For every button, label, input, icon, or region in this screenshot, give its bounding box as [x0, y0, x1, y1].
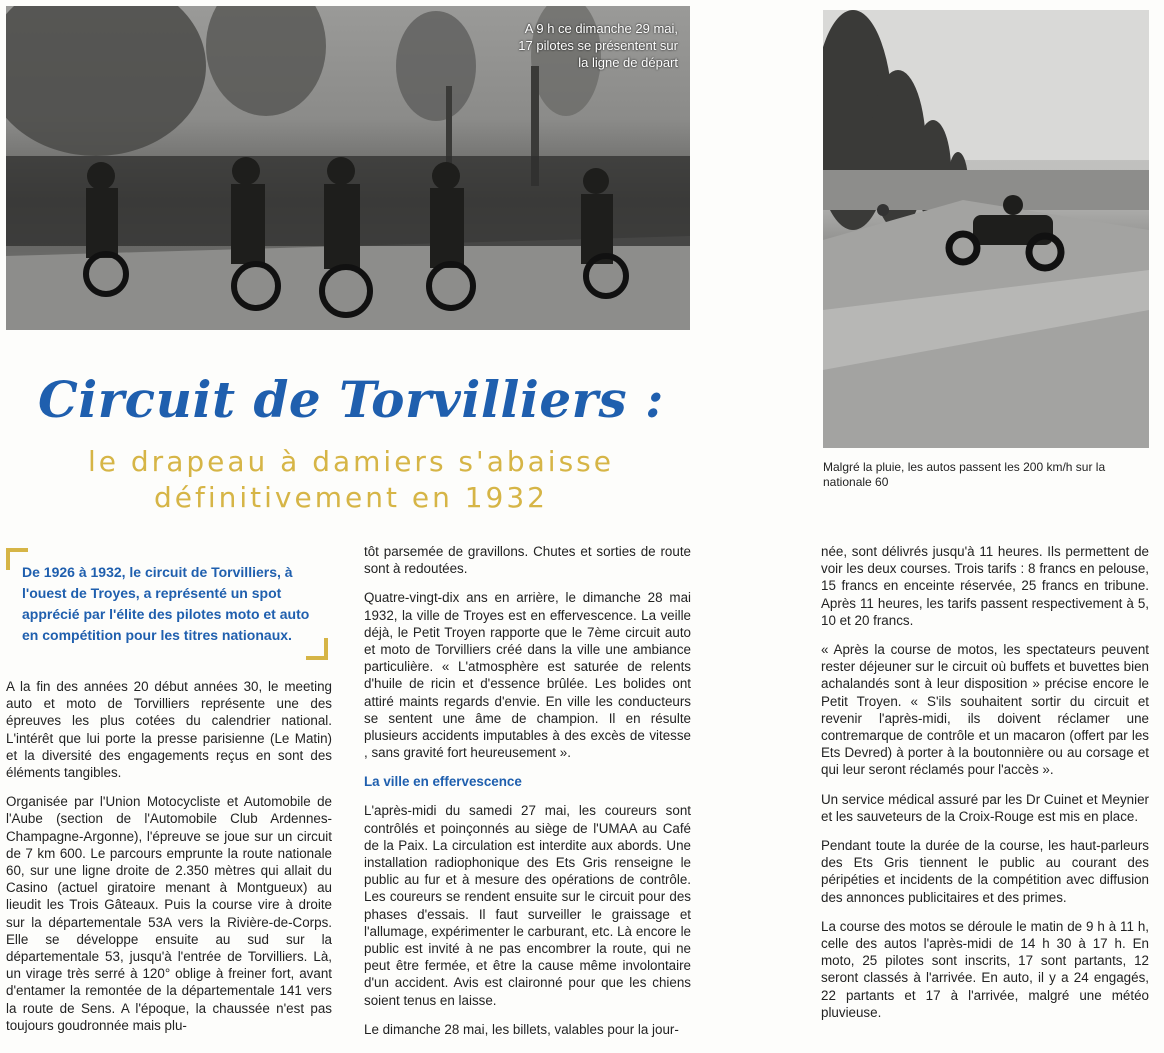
race-start-photo	[6, 6, 690, 330]
paragraph: A la fin des années 20 début années 30, le meeting auto et moto de Torvilliers représente une des épreuves les plus cotées du calendrier national. L'intérêt que lui porte la presse parisienne (Le Matin) et la diversité des engagements reçus en sont des éléments tangibles.	[6, 679, 332, 781]
race-car-illustration	[823, 10, 1149, 448]
paragraph: née, sont délivrés jusqu'à 11 heures. Ils permettent de voir les deux courses. Trois tarifs : 8 francs en pelouse, 15 francs en enceinte réservée, 25 francs en tribune. Après 11 heures, les tarifs passent respectivement à 5, 10 et 20 francs.	[821, 544, 1149, 628]
column-1	[6, 678, 332, 1046]
lead-box	[6, 548, 328, 660]
paragraph: La course des motos se déroule le matin de 9 h à 11 h, celle des autos l'après-midi de 14 h 30 à 17 h. En moto, 25 pilotes sont inscrits, 17 sont partants, 12 seront classés à l'arrivée. En auto, il y a 24 engagés, 22 partants et 17 à l'arrivée, malgré une météo pluvieuse.	[821, 918, 1149, 1020]
paragraph: Organisée par l'Union Motocycliste et Automobile de l'Aube (section de l'Automobile Club Ardennes-Champagne-Argonne), l'épreuve se joue sur un circuit de 7 km 600. Le parcours emprunte la route nationale 60, sur une ligne droite de 2.350 mètres qui allait du Casino (actuel giratoire menant à Montgueux) au lieudit les Trois Gâteaux. Puis la course vire à droite sur la départementale 53A vers la Rivière-de-Corps. Elle se développe ensuite au sud sur la départementale 53, jusqu'à l'entrée de Torvilliers. Là, un virage très serré à 120° oblige à freiner fort, avant d'entamer la remontée de la départementale 141 vers la route de Sens. A l'époque, la chaussée n'est pas toujours goudronnée mais plu-	[6, 794, 332, 1033]
paragraph: Le dimanche 28 mai, les billets, valables pour la jour-	[364, 1021, 679, 1037]
column-2	[364, 543, 691, 1050]
paragraph: Quatre-vingt-dix ans en arrière, le dimanche 28 mai 1932, la ville de Troyes est en effervescence. La veille déjà, le Petit Troyen rapporte que le 7ème circuit auto et moto de Torvilliers créé dans la ville une ambiance particulière. « L'atmosphère est saturée de relents d'huile de ricin et d'essence brûlée. Les bolides ont attiré maints regards d'envie. En ville les conducteurs se sentent une âme de champion. Il en résulte plusieurs accidents imputables à des excès de vitesse , sans gravité fort heureusement ».	[364, 590, 691, 761]
paragraph: tôt parsemée de gravillons. Chutes et sorties de route sont à redoutées.	[364, 544, 691, 577]
paragraph: Pendant toute la durée de la course, les haut-parleurs des Ets Gris tiennent le public au courant des péripéties et incidents de la compétition avec diffusion des annonces publicitaires et des primes.	[821, 838, 1149, 905]
article-subtitle: le drapeau à damiers s'abaisse définitivement en 1932	[88, 445, 614, 514]
paragraph: L'après-midi du samedi 27 mai, les coureurs sont contrôlés et poinçonnés au siège de l'UMAA au Café de la Paix. La circulation est interdite aux abords. Une installation radiophonique des Ets Gris renseigne le public au fur et à mesure des opérations de contrôle. Les coureurs se rendent ensuite sur le circuit pour des phases d'essais. Il faut surveiller le graissage et l'allumage, expérimenter le carburant, etc. Là encore le public est invité à ne pas encombrer la route, qui ne peut être fermée, et être la cause même involontaire d'un accident. Avis est claironné pour que les chiens soient tenus en laisse.	[364, 803, 691, 1008]
photo-right-caption: Malgré la pluie, les autos passent les 200 km/h sur la nationale 60	[823, 460, 1106, 489]
lead-text: De 1926 à 1932, le circuit de Torvilliers, à l'ouest de Troyes, a représenté un spot apprécié par l'élite des pilotes moto et auto en compétition pour les titres nationaux.	[22, 564, 310, 643]
paragraph: Un service médical assuré par les Dr Cuinet et Meynier et les sauveteurs de la Croix-Rouge est mis en place.	[821, 791, 1149, 824]
race-car-photo	[823, 10, 1149, 448]
column-3	[821, 543, 1149, 1033]
article-title: Circuit de Torvilliers :	[38, 370, 664, 429]
paragraph: « Après la course de motos, les spectateurs peuvent rester déjeuner sur le circuit où buffets et buvettes bien achalandés sont à leur disposition » précise encore le Petit Troyen. « S'ils souhaitent sortir du circuit et revenir l'après-midi, ils doivent réclamer une contremarque de contrôle et un macaron (offert par les Ets Devred) à porter à la boutonnière ou au corsage et qui leur seront réclamés pour l'accès ».	[821, 642, 1149, 778]
photo-left-caption: A 9 h ce dimanche 29 mai, 17 pilotes se présentent sur la ligne de départ	[518, 21, 678, 70]
section-heading: La ville en effervescence	[364, 774, 522, 790]
